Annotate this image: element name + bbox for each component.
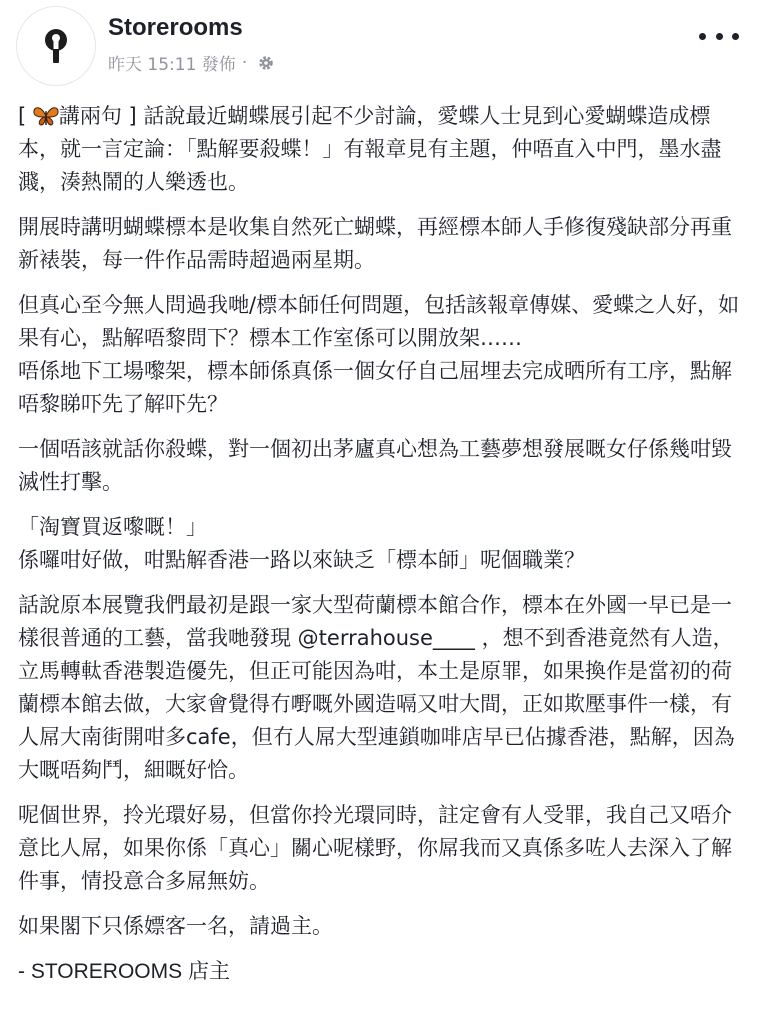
post-meta [108,50,275,75]
post-paragraph-2: 開展時講明蝴蝶標本是收集自然死亡蝴蝶，再經標本師人手修復殘缺部分再重新裱裝，每一件作品需時超過兩星期。 [18,215,732,272]
post-paragraph-6: 話說原本展覽我們最初是跟一家大型荷蘭標本館合作，標本在外國一早已是一樣很普通的工藝，當我哋發現 @terrahouse____ ，想不到香港竟然有人造，立馬轉軚香港製造優先，但正可能因為咁，本土是原罪，如果換作是當初的荷蘭標本館去做，大家會覺得冇嘢嘅外國造嗝又咁大間，正如欺壓事件一樣，有人屌大南街開咁多cafe，但冇人屌大型連鎖咖啡店早已佔據香港，點解，因為大嘅唔夠鬥，細嘅好恰。 [18,593,735,782]
more-options-icon[interactable] [699,22,739,50]
page-name[interactable]: Storerooms [108,14,243,41]
more-dot [699,33,706,40]
paragraph-text: 講兩句 ] 話說最近蝴蝶展引起不少討論，愛蝶人士見到心愛蝴蝶造成標本，就一言定論：「點解要殺蝶！」有報章見有主題，仲唔直入中門，墨水盡濺，湊熱鬧的人樂透也。 [18,104,722,194]
post-paragraph-1 [18,100,748,199]
post-paragraph-4: 一個唔該就話你殺蝶，對一個初出茅廬真心想為工藝夢想發展嘅女仔係幾咁毀滅性打擊。 [18,437,732,494]
post-timestamp[interactable]: 昨天 15:11 發佈 [108,55,236,75]
bracket-open: [ [18,104,33,128]
butterfly-icon [33,105,59,127]
keyhole-logo-icon [39,27,73,65]
post-body [18,100,748,1000]
more-dot [732,33,739,40]
post-header [0,0,763,90]
meta-separator: · [241,52,248,73]
post-paragraph-8: 如果閣下只係嫖客一名，請過主。 [18,914,333,938]
avatar[interactable] [16,6,96,86]
post-signature: - STOREROOMS 店主 [18,960,230,983]
post-paragraph-5: 「淘寶買返嚟嘅！」 係囉咁好做，咁點解香港一路以來缺乏「標本師」呢個職業？ [18,515,585,572]
more-dot [716,33,723,40]
post-paragraph-3: 但真心至今無人問過我哋/標本師任何問題，包括該報章傳媒、愛蝶之人好，如果有心，點解唔黎問下？標本工作室係可以開放架…… 唔係地下工場嚟架，標本師係真係一個女仔自己屈埋去完成晒所有工序，點解唔黎睇吓先了解吓先？ [18,293,740,416]
post-paragraph-7: 呢個世界，拎光環好易，但當你拎光環同時，註定會有人受罪，我自己又唔介意比人屌，如果你係「真心」關心呢樣野，你屌我而又真係多咗人去深入了解件事，情投意合多屌無妨。 [18,803,732,893]
gear-icon[interactable] [257,54,275,72]
